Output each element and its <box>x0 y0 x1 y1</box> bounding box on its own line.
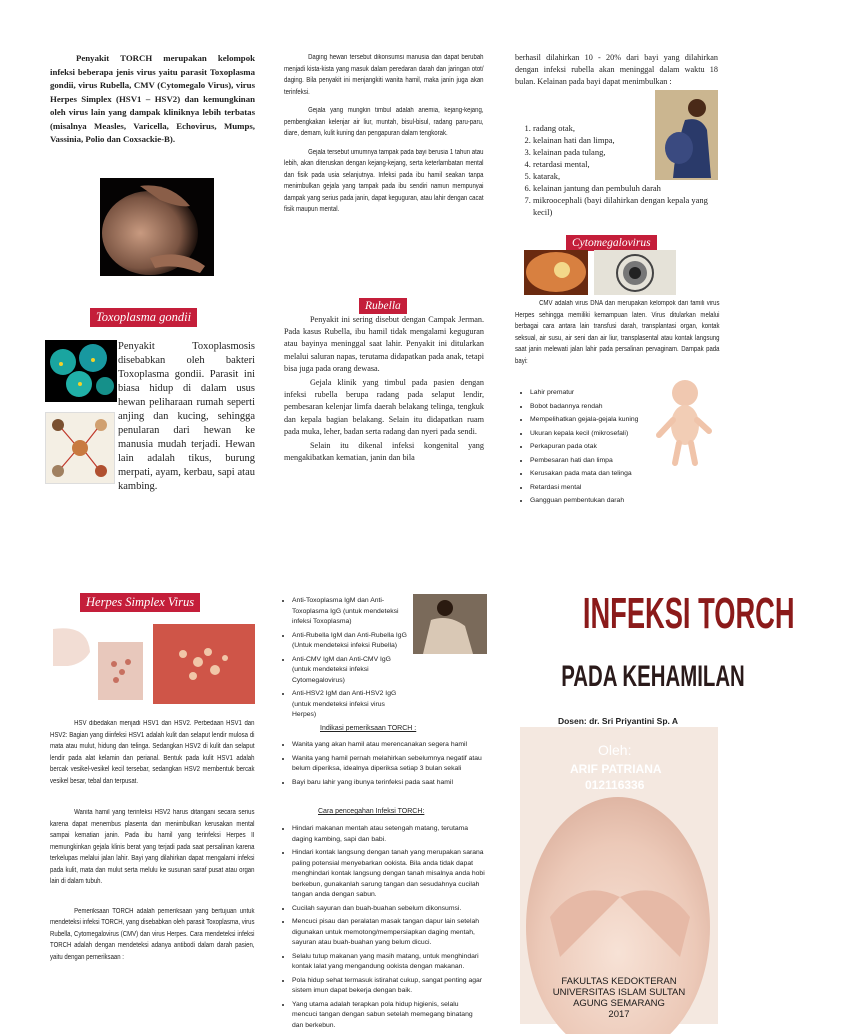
cmv-text: CMV adalah virus DNA dan merupakan kelompok dari famili virus Herpes sehingga memiliki kemampuan laten. Virus ditularkan melalui berbagai cara antara lain transfusi darah, transplantasi organ, kontak seksual, air susu, air seni dan air liur, transplasental atau kontak langsung saat janin melewati jalan lahir pada persalinan pervaginam. Dampak pada bayi: <box>515 300 720 365</box>
cover-nim: 012116336 <box>585 778 645 792</box>
toxo-text: Penyakit Toxoplasmosis disebabkan oleh bakteri Toxoplasma gondii. Parasit ini biasa hidup di dalam usus hewan peliharaan rumah seperti anjing dan kucing, sehingga penularan dari hewan ke manusia mudah terjadi. Hewan lain adalah tikus, burung merpati, ayam, kerbau, sapi atau kambing. <box>118 341 255 492</box>
cover-title-1: INFEKSI TORCH <box>582 589 795 638</box>
list-item: • Perkapuran pada otak <box>530 442 658 453</box>
list-item: • Wanita yang akan hamil atau merencanakan segera hamil <box>292 740 485 751</box>
list-item: • Ukuran kepala kecil (mikrosefali) <box>530 429 658 440</box>
list-item: • Lahir prematur <box>530 388 658 399</box>
list-item: • Pola hidup sehat termasuk istirahat cukup, sangat penting agar sistem imun dapat bekerja dengan baik. <box>292 976 485 997</box>
list-item: • Mencuci pisau dan peralatan masak tangan dapur lain setelah digunakan untuk memotong/mempersiapkan daging mentah, sayuran atau buah-buahan yang belum dicuci. <box>292 917 485 949</box>
cmv-eye-image <box>524 250 588 295</box>
col2-para-3: Gejala tersebut umumnya tampak pada bayi berusia 1 tahun atau lebih, akan diteruskan dengan kejang-kejang, serta keterlambatan mental dan fisik pada usia selanjutnya. Infeksi pada ibu hamil seakan tanpa menimbulkan gejala yang tampak pada ibu sendiri namun mempunyai dampak yang serius pada janin, dapat keguguran, atau lahir dengan cacat fisik maupun mental. <box>284 148 484 213</box>
list-item: • Cucilah sayuran dan buah-buahan sebelum dikonsumsi. <box>292 904 485 915</box>
pregnant-belly-photo <box>100 178 214 276</box>
list-item: • Anti-Toxoplasma IgM dan Anti-Toxoplasma IgG (untuk mendeteksi infeksi Toxoplasma) <box>292 596 410 628</box>
tests-list <box>280 596 410 724</box>
list-item: • Yang utama adalah terapkan pola hidup higienis, selalu mencuci tangan dengan sabun setelah memegang binatang dan berkebun. <box>292 1000 485 1032</box>
indikasi-list <box>280 740 485 791</box>
herpes-skin-image <box>153 624 255 704</box>
list-item: • Gangguan pembentukan darah <box>530 496 658 507</box>
indikasi-heading: Indikasi pemeriksaan TORCH : <box>320 725 417 732</box>
herpes-heading: Herpes Simplex Virus <box>80 593 200 612</box>
toxoplasma-cells-image <box>45 340 117 402</box>
herpes-para-3: Pemeriksaan TORCH adalah pemeriksaan yang bertujuan untuk mendeteksi infeksi TORCH, yang disebabkan oleh parasit Toxoplasma, virus Rubella, Cytomegalovirus (CMV) dan virus Herpes. Cara mendeteksi infeksi TORCH adalah dengan mendeteksi adanya antibodi dalam darah pasien, yaitu dengan pemeriksaan : <box>50 907 255 961</box>
cegah-heading: Cara pencegahan Infeksi TORCH: <box>318 808 425 815</box>
list-item: 2. kelainan hati dan limpa, <box>533 134 720 146</box>
column-2 <box>284 52 484 223</box>
cover-dosen: Dosen: dr. Sri Priyantini Sp. A <box>557 716 679 726</box>
cmv-block <box>515 298 720 377</box>
list-item: 7. mikroocephali (bayi dilahirkan dengan kepala yang kecil) <box>533 194 720 218</box>
transmission-diagram <box>45 412 115 484</box>
faculty-line-3: AGUNG SEMARANG <box>573 998 665 1009</box>
list-item: • Selalu tutup makanan yang masih matang, untuk menghindari kontak lalat yang mengandung ookista dengan makanan. <box>292 952 485 973</box>
list-item: • Anti-Rubella IgM dan Anti-Rubella IgG (Untuk mendeteksi infeksi Rubella) <box>292 631 410 652</box>
cover-author-name: ARIF PATRIANA <box>570 762 662 776</box>
pregnant-woman-sitting-photo <box>413 594 487 654</box>
toxo-text-block <box>118 340 255 502</box>
list-item: • Retardasi mental <box>530 483 658 494</box>
faculty-line-1: FAKULTAS KEDOKTERAN <box>561 976 677 987</box>
herpes-para-2: Wanita hamil yang terinfeksi HSV2 harus ditangani secara serius karena dapat menembus plasenta dan menimbulkan kerusakan mental sampai kematian janin. Pada ibu hamil yang terinfeksi Herpes II memungkinkan gejala klinis berat yang terjadi pada saat persalinan karena terkelupas melalui jalan lahir. Bayi yang dilahirkan dapat mengalami infeksi pada kulit, mata dan mulut serta melulu ke susunan saraf pusat atau organ lain di dalam tubuh. <box>50 809 255 885</box>
column-1 <box>50 52 255 155</box>
cegah-list <box>280 824 485 1034</box>
list-item: 3. kelainan pada tulang, <box>533 146 720 158</box>
herpes-block <box>50 718 255 970</box>
torch-intro: Penyakit TORCH merupakan kelompok infeksi beberapa jenis virus yaitu parasit Toxoplasma gondii, virus Rubella, CMV (Cytomegalo Virus), virus Herpes Simplex (HSV1 – HSV2) dan kemungkinan oleh virus lain yang dampak kliniknya lebih terbatas (misalnya Measles, Varicella, Echovirus, Mumps, Vassinia, Polio dan Coxsackie-B). <box>50 53 255 144</box>
cmv-effects-list <box>518 388 658 510</box>
rubella-effects-list <box>515 122 720 218</box>
faculty-line-2: UNIVERSITAS ISLAM SULTAN <box>552 987 686 998</box>
cover-year: 2017 <box>608 1009 630 1020</box>
baby-image <box>655 375 713 467</box>
list-item: • Wanita yang hamil pernah melahirkan sebelumnya negatif atau belum diperiksa, idealnya diperiksa setiap 3 bulan sekali <box>292 754 485 775</box>
list-item: • Kerusakan pada mata dan telinga <box>530 469 658 480</box>
cmv-virus-image <box>594 250 676 295</box>
herpes-face-image <box>48 624 148 704</box>
rubella-heading: Rubella <box>359 296 407 314</box>
toxo-heading: Toxoplasma gondii <box>90 308 197 327</box>
list-item: • Bayi baru lahir yang ibunya terinfeksi pada saat hamil <box>292 778 485 789</box>
list-item: • Mempelihatkan gejala-gejala kuning <box>530 415 658 426</box>
list-item: 5. katarak, <box>533 170 720 182</box>
rubella-continued: berhasil dilahirkan 10 - 20% dari bayi yang dilahirkan dengan infeksi rubella akan meninggal dalam waktu 18 bulan. Kelainan pada bayi dapat menimbulkan : <box>515 53 718 87</box>
list-item: • Anti-HSV2 IgM dan Anti-HSV2 IgG (untuk mendeteksi infeksi virus Herpes) <box>292 689 410 721</box>
list-item: • Bobot badannya rendah <box>530 402 658 413</box>
cmv-heading: Cytomegalovirus <box>566 233 657 251</box>
list-item: • Hindari kontak langsung dengan tanah yang merupakan sarana paling potensial menyebarkan ookista. Bila anda tidak dapat menghindari kontak langsung dengan tanah misalnya anda hobi berkebun, gunakanlah sarung tangan dan sesudahnya cucilah tangan anda dengan sabun. <box>292 848 485 901</box>
rubella-block <box>284 314 484 464</box>
col2-para-2: Gejala yang mungkin timbul adalah anemia, kejang-kejang, pembengkakan kelenjar air liur, muntah, bisul-bisul, radang paru-paru, diare, demam, kulit kuning dan pengapuran dalam tengkorak. <box>284 107 484 137</box>
rubella-para-1: Penyakit ini sering disebut dengan Campak Jerman. Pada kasus Rubella, ibu hamil tidak mengalami keguguran atau bayinya meninggal saat lahir. Penyakit ini ditularkan melalui saluran napas, terutama didapatkan pada anak, tetapi bisa juga pada orang dewasa. <box>284 315 484 373</box>
list-item: • Hindari makanan mentah atau setengah matang, terutama daging kambing, sapi dan babi. <box>292 824 485 845</box>
list-item: 4. retardasi mental, <box>533 158 720 170</box>
list-item: 1. radang otak, <box>533 122 720 134</box>
list-item: • Anti-CMV IgM dan Anti-CMV IgG (untuk mendeteksi infeksi Cytomegalovirus) <box>292 655 410 687</box>
list-item: 6. kelainan jantung dan pembuluh darah <box>533 182 720 194</box>
cover-oleh: Oleh: <box>598 742 632 758</box>
rubella-para-2: Gejala klinik yang timbul pada pasien dengan infeksi rubella berupa radang pada selaput lendir, pembesaran kelenjar limfa daerah belakang telinga, tengkuk dan kepala bagian belakang. Selain itu didapatkan ruam pada muka, leher, badan serta radang dan nyeri pada sendi. <box>284 378 484 436</box>
rubella-para-3: Selain itu dikenal infeksi kongenital yang mengakibatkan kematian, janin dan bila <box>284 441 484 463</box>
col2-para-1: Daging hewan tersebut dikonsumsi manusia dan dapat berubah menjadi kista-kista yang masuk dalam peredaran darah dan jaringan otot/ daging. Bila penyakit ini menjangkiti wanita hamil, maka janin juga akan terinfeksi. <box>284 54 484 96</box>
cover-faculty <box>520 976 718 1020</box>
cover-title-2: PADA KEHAMILAN <box>561 660 745 693</box>
herpes-para-1: HSV dibedakan menjadi HSV1 dan HSV2. Perbedaan HSV1 dan HSV2: Bagian yang diinfeksi HSV1 adalah kulit dan selaput lendir mulosa di mata atau mulut, hidung dan telinga. Sedangkan HSV2 di kulit dan selaput lendir pada alat kelamin dan perianal. Bentuk pada kulit HSV1 adalah bercak vesikel-vesikel kecil tersebar, sedangkan HSV2 membentuk bercak vesikel besar, tebal dan terpusat. <box>50 720 255 785</box>
list-item: • Pembesaran hati dan limpa <box>530 456 658 467</box>
